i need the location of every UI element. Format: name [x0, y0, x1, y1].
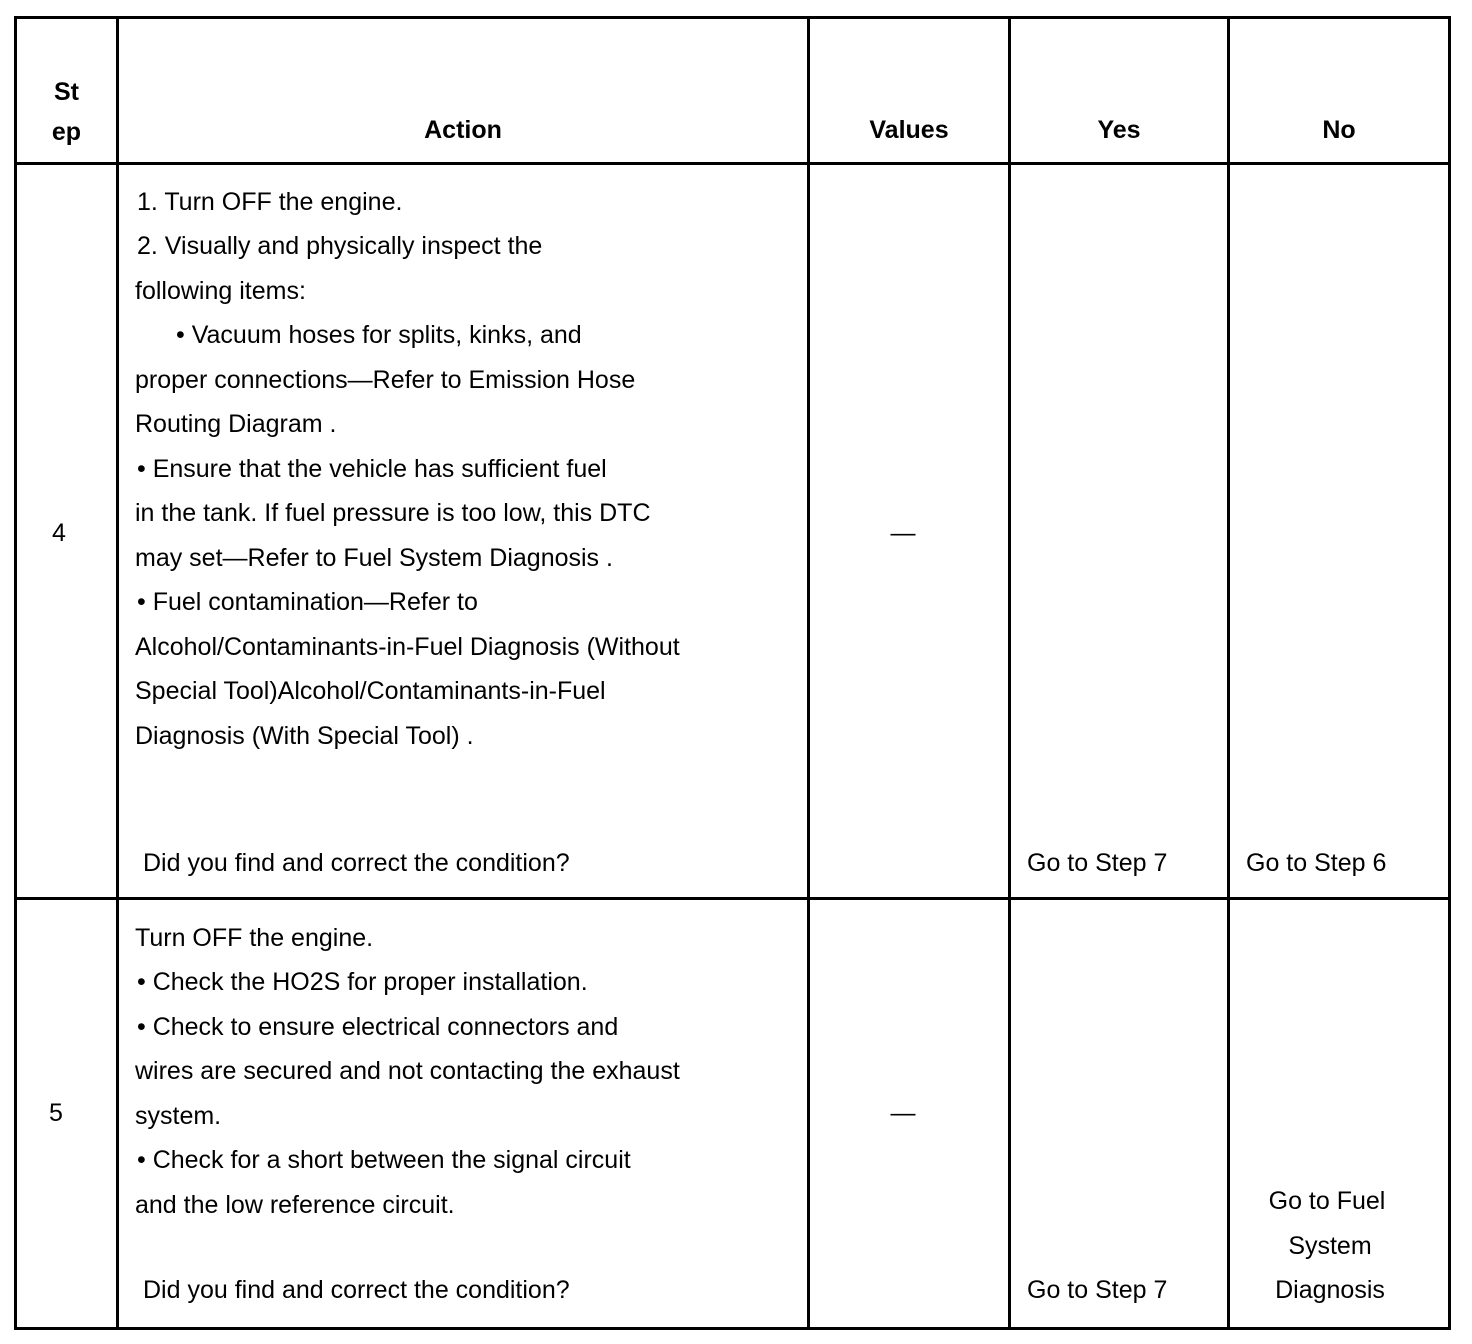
yes-cell: Go to Step 7	[1027, 1276, 1168, 1304]
no-cell-line: Go to Fuel	[1268, 1187, 1386, 1215]
action-line: • Check for a short between the signal circuit	[137, 1146, 631, 1174]
header-step-line: ep	[51, 118, 82, 146]
action-line: • Check the HO2S for proper installation.	[137, 968, 588, 996]
action-line: proper connections—Refer to Emission Hose	[135, 366, 636, 394]
action-line: Alcohol/Contaminants-in-Fuel Diagnosis (Without	[135, 633, 680, 661]
no-cell-line: Diagnosis	[1275, 1276, 1385, 1304]
action-line: • Check to ensure electrical connectors and	[137, 1013, 619, 1041]
action-line: may set—Refer to Fuel System Diagnosis .	[135, 544, 613, 572]
header-action: Action	[424, 116, 502, 144]
action-line: 1. Turn OFF the engine.	[137, 188, 403, 216]
column-divider	[1227, 16, 1230, 1330]
no-cell: Go to Step 6	[1246, 849, 1387, 877]
column-divider	[1008, 16, 1011, 1330]
column-divider	[116, 16, 119, 1330]
action-line: Routing Diagram .	[135, 410, 337, 438]
values-cell: —	[890, 519, 916, 547]
header-step	[17, 72, 116, 152]
action-line: and the low reference circuit.	[135, 1191, 455, 1219]
values-cell: —	[890, 1099, 916, 1127]
header-yes: Yes	[1097, 116, 1141, 144]
yes-cell: Go to Step 7	[1027, 849, 1168, 877]
action-question: Did you find and correct the condition?	[143, 1276, 570, 1304]
header-step-line: St	[54, 78, 79, 106]
action-line: • Fuel contamination—Refer to	[137, 588, 478, 616]
table-border-bottom	[14, 1327, 1451, 1330]
action-line: • Ensure that the vehicle has sufficient fuel	[137, 455, 607, 483]
step-number: 4	[52, 519, 66, 547]
table-border-right	[1448, 16, 1451, 1330]
action-line: in the tank. If fuel pressure is too low, this DTC	[135, 499, 651, 527]
action-line: Turn OFF the engine.	[135, 924, 374, 952]
action-line: Diagnosis (With Special Tool) .	[135, 722, 474, 750]
table-border-top	[14, 16, 1451, 19]
action-line: system.	[135, 1102, 222, 1130]
header-values: Values	[869, 116, 949, 144]
action-line: • Vacuum hoses for splits, kinks, and	[176, 321, 582, 349]
header-divider	[14, 162, 1451, 165]
step-number: 5	[49, 1099, 63, 1127]
header-no: No	[1322, 116, 1356, 144]
no-cell-line: System	[1288, 1232, 1372, 1260]
action-line: Special Tool)Alcohol/Contaminants-in-Fuel	[135, 677, 606, 705]
action-line: 2. Visually and physically inspect the	[137, 232, 543, 260]
row-divider	[14, 897, 1451, 900]
action-line: wires are secured and not contacting the exhaust	[135, 1057, 680, 1085]
action-question: Did you find and correct the condition?	[143, 849, 570, 877]
action-line: following items:	[135, 277, 306, 305]
